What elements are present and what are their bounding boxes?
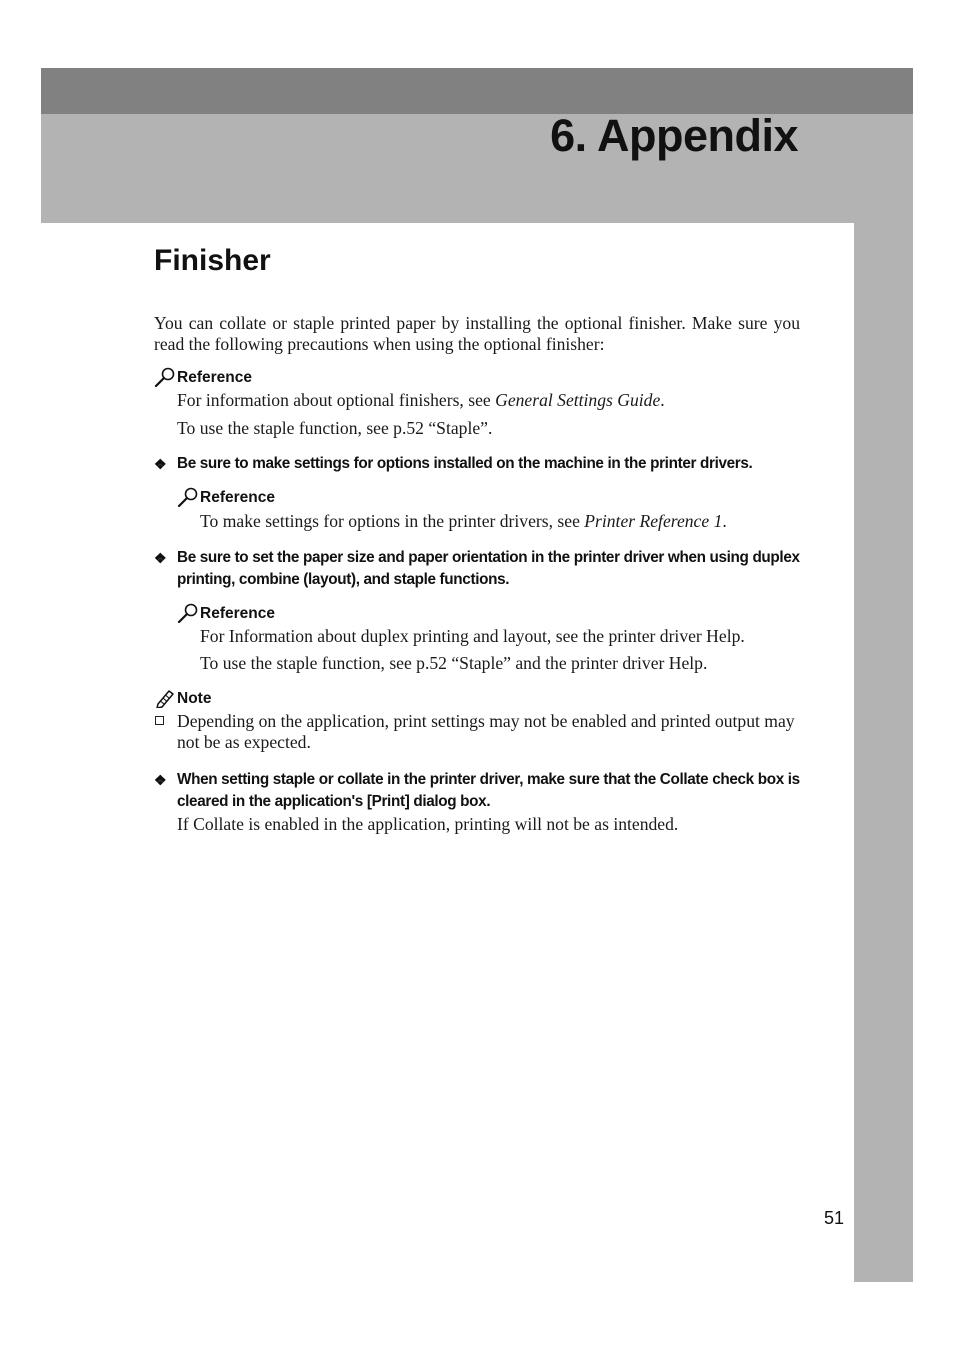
reference-line [200,511,800,532]
precaution-item [154,769,800,813]
bullet-marker: ❖ [154,772,167,788]
magnifier-icon [177,487,199,507]
page-number: 51 [824,1208,845,1228]
precaution-item [154,547,800,591]
reference-label: Reference [177,369,252,386]
reference-heading [154,367,800,387]
section-title: Finisher [154,244,271,277]
side-tab [854,223,913,1282]
precaution-text: Be sure to set the paper size and paper orientation in the printer driver when using duplex printing, combine (layout), and staple functions. [177,549,800,588]
reference-heading [177,487,800,507]
bullet-marker: ❖ [154,456,167,472]
precaution-body: If Collate is enabled in the application, printing will not be as intended. [177,814,679,834]
note-heading [154,688,800,708]
reference-line: To use the staple function, see p.52 “Staple”. [177,418,493,438]
reference-line: To use the staple function, see p.52 “Staple” and the printer driver Help. [200,653,708,673]
content [154,313,800,835]
magnifier-icon [154,367,176,387]
intro-paragraph: You can collate or staple printed paper by installing the optional finisher. Make sure you read the following precautions when using the optional finisher: [154,313,800,354]
chapter-band-top [41,68,913,114]
bullet-marker: ❖ [154,550,167,566]
note-label: Note [177,690,212,707]
reference-body [154,390,800,439]
checkbox-icon [155,716,164,725]
reference-heading [177,603,800,623]
magnifier-icon [177,603,199,623]
note-text: Depending on the application, print settings may not be enabled and printed output may not be as expected. [177,711,795,752]
reference-line [177,390,800,411]
reference-text-end: . [722,511,727,531]
reference-label: Reference [200,605,275,622]
reference-text: For information about optional finishers, see [177,390,496,410]
precaution-text: Be sure to make settings for options installed on the machine in the printer drivers. [177,455,753,472]
reference-body [177,626,800,674]
reference-body [177,511,800,532]
reference-doc-title: General Settings Guide [495,390,661,410]
precaution-text: When setting staple or collate in the printer driver, make sure that the Collate check box is cleared in the application's [Print] dialog box. [177,771,800,810]
reference-text: To make settings for options in the printer drivers, see [200,511,585,531]
reference-line: For Information about duplex printing and layout, see the printer driver Help. [200,626,745,646]
reference-label: Reference [200,489,275,506]
reference-doc-title: Printer Reference 1 [584,511,723,531]
precaution-detail [154,603,800,674]
pencil-icon [154,688,176,708]
chapter-title: 6. Appendix [550,110,798,161]
note-item [154,711,800,753]
precaution-detail [154,487,800,532]
precaution-item [154,453,800,475]
reference-text-end: . [660,390,665,410]
